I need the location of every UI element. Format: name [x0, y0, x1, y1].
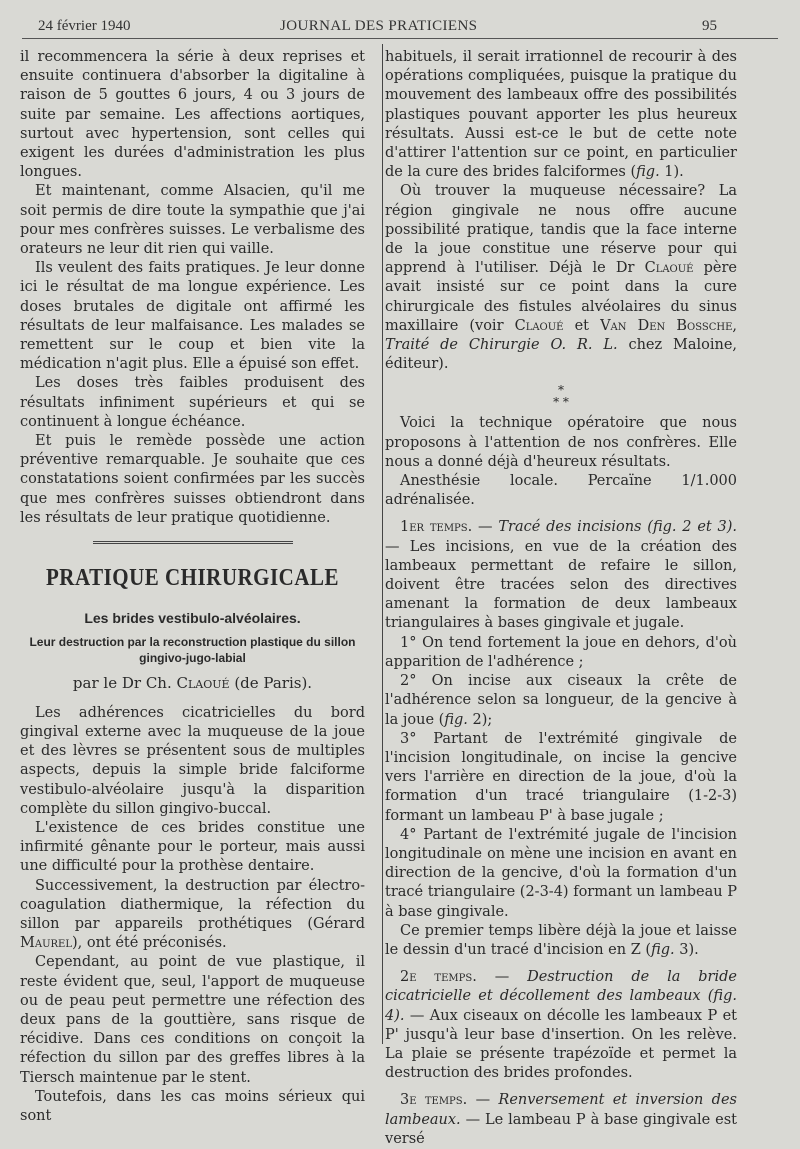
paragraph: Anesthésie locale. Percaïne 1/1.000 adrénalisée.: [385, 473, 737, 509]
cited-name: Claoué: [644, 260, 694, 277]
paragraph: il recommencera la série à deux reprises et ensuite continuera d'absorber la digitaline à raison de 5 gouttes 6 jours, 4 ou 3 jours de suite par semaine. Les affections aortiques, surtout avec hypertension, sont celles qui exigent les durées d'administration les plus longues.: [20, 49, 365, 181]
left-column: [20, 48, 365, 1126]
asterism: [385, 384, 737, 408]
paragraph: Et maintenant, comme Alsacien, qu'il me soit permis de dire toute la sympathie que j'ai pour mes confrères suisses. Le verbalisme des orateurs ne leur dit rien qui vaille.: [20, 183, 365, 258]
paragraph: Cependant, au point de vue plastique, il reste évident que, seul, l'apport de muqueuse ou de peau peut permettre une réfection des deux pans de la gouttière, sans risque de récidive. Dans ces conditions on conçoit la réfection du sillon par des greffes libres à la Tiersch maintenue par le stent.: [20, 954, 365, 1086]
byline-suffix: (de Paris).: [234, 674, 313, 693]
asterism-bottom: * *: [553, 395, 569, 410]
article-title: Les brides vestibulo-alvéolaires.: [84, 610, 301, 627]
paragraph: Et puis le remède possède une action préventive remarquable. Je souhaite que ces constatations soient confirmées par les succès que mes confrères suisses obtiendront dans les résultats de leur pratique quotidienne.: [20, 433, 365, 526]
article-byline: [20, 674, 365, 693]
paragraph: 2e temps. — Destruction de la bride cicatricielle et décollement des lambeaux (fig. 4). — Aux ciseaux on décolle les lambeaux P et P' jusqu'à leur base d'insertion. On les relève. La plaie se présente trapézoïde et permet la destruction des brides profondes.: [385, 969, 738, 1082]
text-run: Successivement, la destruction par électro-coagulation diathermique, la réfection du sillon par appareils prothétiques (Gérard: [20, 877, 365, 932]
text-run: Où trouver la muqueuse nécessaire? La région gingivale ne nous offre aucune possibilité pratique, tandis que la face interne de la joue constitue une réserve pour qui apprend à l'utiliser. Déjà le Dr: [385, 183, 737, 277]
step-label: 3e temps.: [400, 1092, 468, 1109]
cited-name: Van Den Bossche: [600, 317, 733, 334]
paragraph: [385, 922, 737, 960]
cited-name: Claoué: [514, 317, 564, 334]
header-rule: [22, 38, 778, 39]
text-run: Ce premier temps libère déjà la joue et laisse le dessin d'un tracé d'incision en Z (: [385, 922, 737, 958]
text-run: père avait insisté sur ce point dans la cure chirurgicale des fistules alvéolaires du sinus maxillaire (voir: [385, 260, 738, 334]
right-column: [385, 48, 737, 1149]
step-label: 1er temps.: [400, 519, 473, 536]
paragraph: Toutefois, dans les cas moins sérieux qui sont: [20, 1088, 365, 1124]
book-title: Traité de Chirurgie O. R. L.: [385, 337, 618, 354]
paragraph: Les doses très faibles produisent des résultats infiniment supérieurs et qui se continuent à longue échéance.: [20, 375, 365, 430]
paragraph: 3e temps. — Renversement et inversion des lambeaux. — Le lambeau P à base gingivale est versé: [385, 1092, 737, 1147]
paragraph: 3° Partant de l'extrémité gingivale de l'incision longitudinale, on incise la gencive vers l'arrière en direction de la joue, d'où la formation d'un tracé triangulaire (1-2-3) formant un lambeau P' à base jugale ;: [385, 730, 737, 824]
figure-ref: fig.: [636, 164, 660, 181]
step-label: 2e temps.: [400, 969, 477, 986]
text-run: Les incisions, en vue de la création des lambeaux permettant de refaire le sillon, doivent être tracées selon des directives amenant la formation de deux lambeaux triangulaires à bases gingivale et jugale.: [385, 538, 737, 632]
paragraph: Voici la technique opératoire que nous proposons à l'attention de nos confrères. Elle nous a donné déjà d'heureux résultats.: [385, 415, 737, 470]
step-title: Destruction de la bride cicatricielle et décollement des lambeaux (fig. 4).: [385, 969, 737, 1024]
paragraph: Les adhérences cicatricielles du bord gingival externe avec la muqueuse de la joue et des lèvres se présentent sous de multiples aspects, depuis la simple bride falciforme vestibulo-alvéolaire jusqu'à la disparition complète du sillon gingivo-buccal.: [20, 704, 365, 817]
paragraph: 1er temps. — Tracé des incisions (fig. 2 et 3). — Les incisions, en vue de la création des lambeaux permettant de refaire le sillon, doivent être tracées selon des directives amenant la formation de deux lambeaux triangulaires à bases gingivale et jugale.: [385, 519, 738, 632]
step-title: Tracé des incisions (fig. 2 et 3).: [498, 519, 738, 536]
author-name: Claoué: [176, 674, 230, 693]
text-run: 3).: [674, 941, 699, 958]
header-journal-title: JOURNAL DES PRATICIENS: [280, 18, 478, 34]
section-separator: [93, 541, 293, 546]
paragraph: [385, 182, 737, 374]
byline-prefix: par le Dr Ch.: [72, 674, 172, 693]
paragraph: 1° On tend fortement la joue en dehors, d'où apparition de l'adhérence ;: [385, 634, 737, 670]
text-run: Aux ciseaux on décolle les lambeaux P et P' jusqu'à leur base d'insertion. On les relève. La plaie se présente trapézoïde et permet la destruction des brides profondes.: [385, 1007, 738, 1082]
figure-ref: fig.: [444, 711, 468, 728]
header-date: 24 février 1940: [38, 18, 131, 34]
paragraph: Ils veulent des faits pratiques. Je leur donne ici le résultat de ma longue expérience. Les doses brutales de digitale ont affirmé les résultats de leur malfaisance. Les malades se remettent sur le coup et bien vite la médication n'agit plus. Elle a épuisé son effet.: [20, 260, 365, 373]
page-header: [0, 18, 800, 40]
section-title: PRATIQUE CHIRURGICALE: [45, 563, 340, 591]
column-divider: [382, 44, 383, 1044]
step-title: Renversement et inversion des lambeaux.: [385, 1092, 737, 1128]
article-subtitle: Leur destruction par la reconstruction plastique du sillon gingivo-jugo-labial: [29, 635, 356, 666]
text-run: ,: [732, 317, 737, 334]
text-run: chez Maloine, éditeur).: [385, 337, 738, 373]
text-run: ), ont été préconisés.: [71, 935, 227, 952]
text-run: et: [574, 317, 589, 334]
cited-name: Maurel: [20, 935, 72, 952]
paragraph: [20, 877, 365, 954]
paragraph: [385, 672, 737, 730]
paragraph: [385, 48, 737, 182]
figure-ref: fig.: [651, 941, 675, 958]
text-run: habituels, il serait irrationnel de recourir à des opérations compliquées, puisque la pratique du mouvement des lambeaux offre des possibilités plastiques pouvant apporter les plus heureux résultats. Aussi est-ce le but de cette note d'attirer l'attention sur ce point, en particulier de la cure des brides falciformes (: [385, 49, 737, 181]
text-run: Le lambeau P à base gingivale est versé: [385, 1111, 737, 1147]
paragraph: L'existence de ces brides constitue une infirmité gênante pour le porteur, mais aussi une difficulté pour la prothèse dentaire.: [20, 819, 365, 875]
text-run: 2° On incise aux ciseaux la crête de l'adhérence selon sa longueur, de la gencive à la joue (: [385, 673, 737, 728]
text-run: 2);: [467, 711, 493, 728]
asterism-top: *: [558, 383, 564, 398]
header-page-number: 95: [702, 18, 717, 34]
paragraph: 4° Partant de l'extrémité jugale de l'incision longitudinale on mène une incision en avant en direction de la gencive, d'où la formation d'un tracé triangulaire (2-3-4) formant un lambeau P à base gingivale.: [385, 826, 737, 920]
text-run: 1).: [659, 164, 684, 181]
